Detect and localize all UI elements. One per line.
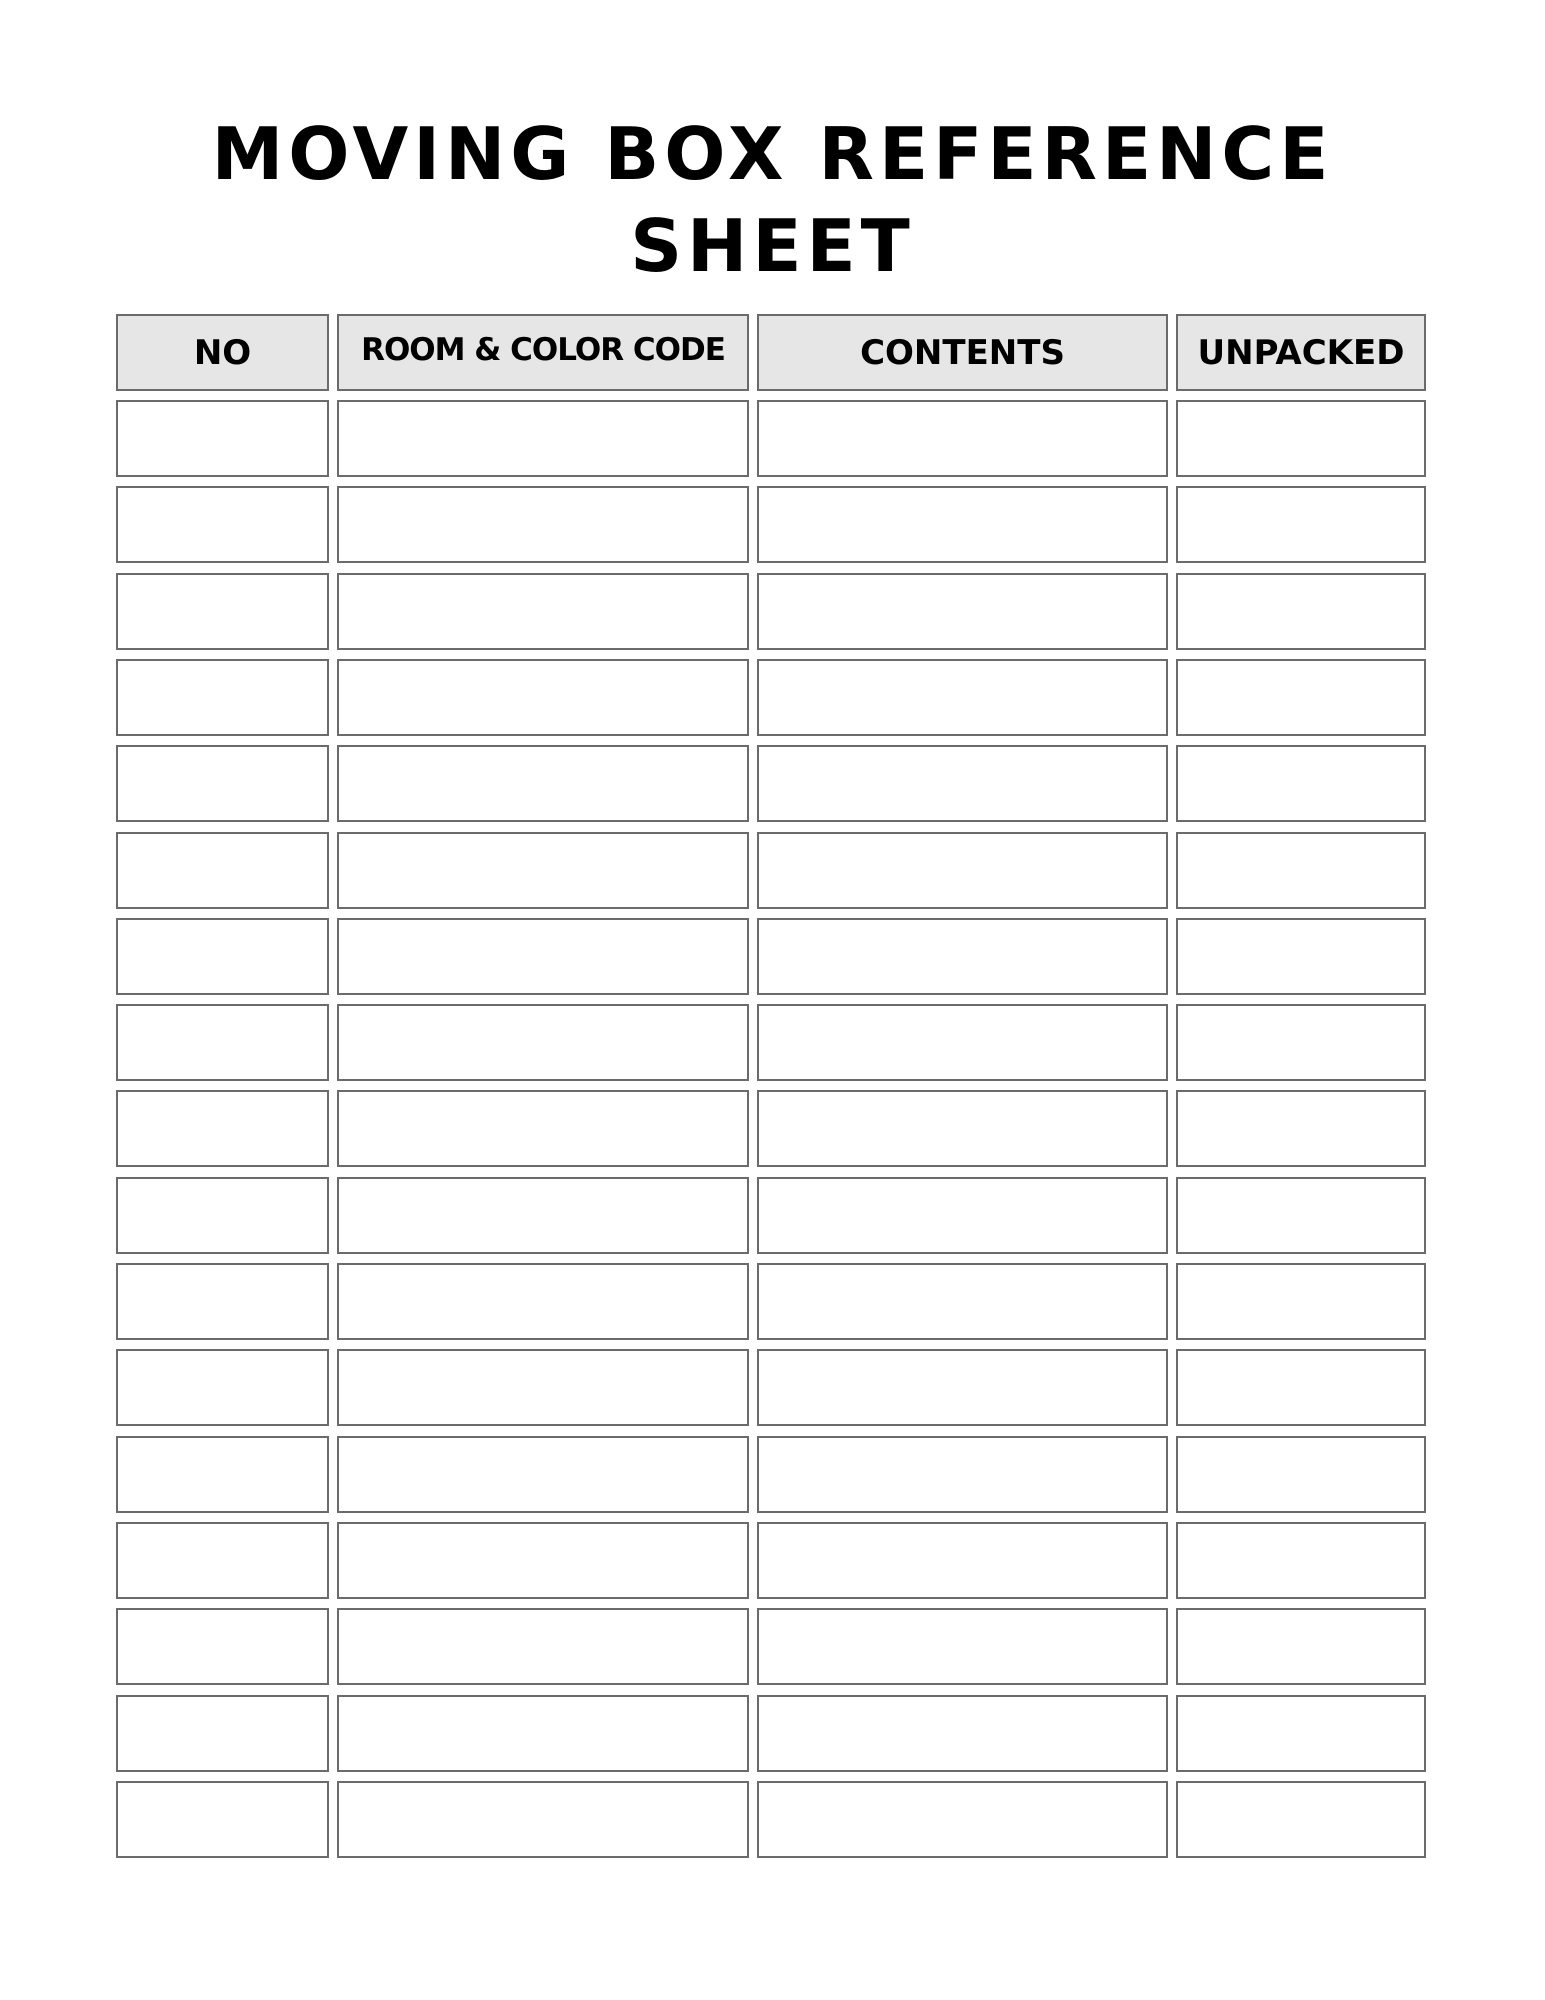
cell-unpacked[interactable] (1176, 1608, 1426, 1685)
cell-contents[interactable] (757, 832, 1168, 909)
cell-contents[interactable] (757, 400, 1168, 477)
cell-contents[interactable] (757, 1608, 1168, 1685)
cell-unpacked[interactable] (1176, 400, 1426, 477)
cell-room-color-code[interactable] (337, 1608, 749, 1685)
header-cell-no (116, 314, 329, 391)
cell-no[interactable] (116, 573, 329, 650)
header-label-contents: CONTENTS (860, 332, 1065, 373)
cell-room-color-code[interactable] (337, 1436, 749, 1513)
table-row (116, 1090, 1426, 1167)
cell-no[interactable] (116, 1695, 329, 1772)
cell-contents[interactable] (757, 745, 1168, 822)
cell-unpacked[interactable] (1176, 486, 1426, 563)
cell-no[interactable] (116, 1522, 329, 1599)
table-row (116, 1004, 1426, 1081)
cell-room-color-code[interactable] (337, 486, 749, 563)
header-cell-unpacked (1176, 314, 1426, 391)
table-row (116, 1349, 1426, 1426)
cell-contents[interactable] (757, 1522, 1168, 1599)
cell-unpacked[interactable] (1176, 659, 1426, 736)
cell-contents[interactable] (757, 486, 1168, 563)
table-row (116, 1695, 1426, 1772)
cell-room-color-code[interactable] (337, 1177, 749, 1254)
cell-contents[interactable] (757, 1349, 1168, 1426)
cell-no[interactable] (116, 400, 329, 477)
cell-no[interactable] (116, 1004, 329, 1081)
cell-room-color-code[interactable] (337, 1781, 749, 1858)
table-row (116, 1781, 1426, 1858)
cell-room-color-code[interactable] (337, 745, 749, 822)
cell-no[interactable] (116, 745, 329, 822)
cell-room-color-code[interactable] (337, 1090, 749, 1167)
title-line-1: MOVING BOX REFERENCE (211, 112, 1334, 196)
header-cell-room-color-code (337, 314, 749, 391)
title-line-2: SHEET (630, 204, 915, 288)
cell-no[interactable] (116, 1608, 329, 1685)
table-row (116, 918, 1426, 995)
cell-room-color-code[interactable] (337, 1522, 749, 1599)
cell-unpacked[interactable] (1176, 832, 1426, 909)
cell-unpacked[interactable] (1176, 745, 1426, 822)
cell-unpacked[interactable] (1176, 573, 1426, 650)
header-label-no: NO (193, 332, 252, 373)
cell-no[interactable] (116, 659, 329, 736)
table-row (116, 1522, 1426, 1599)
cell-no[interactable] (116, 1436, 329, 1513)
cell-unpacked[interactable] (1176, 1695, 1426, 1772)
cell-unpacked[interactable] (1176, 1522, 1426, 1599)
cell-contents[interactable] (757, 1090, 1168, 1167)
cell-unpacked[interactable] (1176, 1177, 1426, 1254)
table-row (116, 832, 1426, 909)
header-cell-contents (757, 314, 1168, 391)
page-title (0, 108, 1545, 292)
cell-contents[interactable] (757, 918, 1168, 995)
cell-contents[interactable] (757, 1436, 1168, 1513)
cell-contents[interactable] (757, 1004, 1168, 1081)
cell-unpacked[interactable] (1176, 1349, 1426, 1426)
table-row (116, 486, 1426, 563)
cell-contents[interactable] (757, 573, 1168, 650)
table-row (116, 1263, 1426, 1340)
cell-room-color-code[interactable] (337, 1263, 749, 1340)
cell-no[interactable] (116, 918, 329, 995)
cell-contents[interactable] (757, 659, 1168, 736)
cell-unpacked[interactable] (1176, 918, 1426, 995)
cell-room-color-code[interactable] (337, 1695, 749, 1772)
cell-room-color-code[interactable] (337, 573, 749, 650)
table-row (116, 1608, 1426, 1685)
cell-no[interactable] (116, 1090, 329, 1167)
cell-unpacked[interactable] (1176, 1263, 1426, 1340)
table-row (116, 573, 1426, 650)
cell-room-color-code[interactable] (337, 659, 749, 736)
table-row (116, 1177, 1426, 1254)
table-header-row (116, 314, 1426, 391)
cell-unpacked[interactable] (1176, 1004, 1426, 1081)
cell-contents[interactable] (757, 1781, 1168, 1858)
cell-no[interactable] (116, 832, 329, 909)
cell-no[interactable] (116, 1781, 329, 1858)
cell-unpacked[interactable] (1176, 1090, 1426, 1167)
cell-room-color-code[interactable] (337, 918, 749, 995)
cell-contents[interactable] (757, 1177, 1168, 1254)
table-row (116, 745, 1426, 822)
cell-unpacked[interactable] (1176, 1781, 1426, 1858)
cell-contents[interactable] (757, 1695, 1168, 1772)
cell-contents[interactable] (757, 1263, 1168, 1340)
cell-room-color-code[interactable] (337, 832, 749, 909)
header-label-room-color-code: ROOM & COLOR CODE (361, 331, 725, 368)
cell-unpacked[interactable] (1176, 1436, 1426, 1513)
table-row (116, 1436, 1426, 1513)
cell-no[interactable] (116, 1177, 329, 1254)
cell-room-color-code[interactable] (337, 400, 749, 477)
cell-room-color-code[interactable] (337, 1349, 749, 1426)
cell-no[interactable] (116, 486, 329, 563)
cell-no[interactable] (116, 1263, 329, 1340)
table-row (116, 400, 1426, 477)
header-label-unpacked: UNPACKED (1197, 332, 1405, 373)
cell-room-color-code[interactable] (337, 1004, 749, 1081)
table-row (116, 659, 1426, 736)
cell-no[interactable] (116, 1349, 329, 1426)
